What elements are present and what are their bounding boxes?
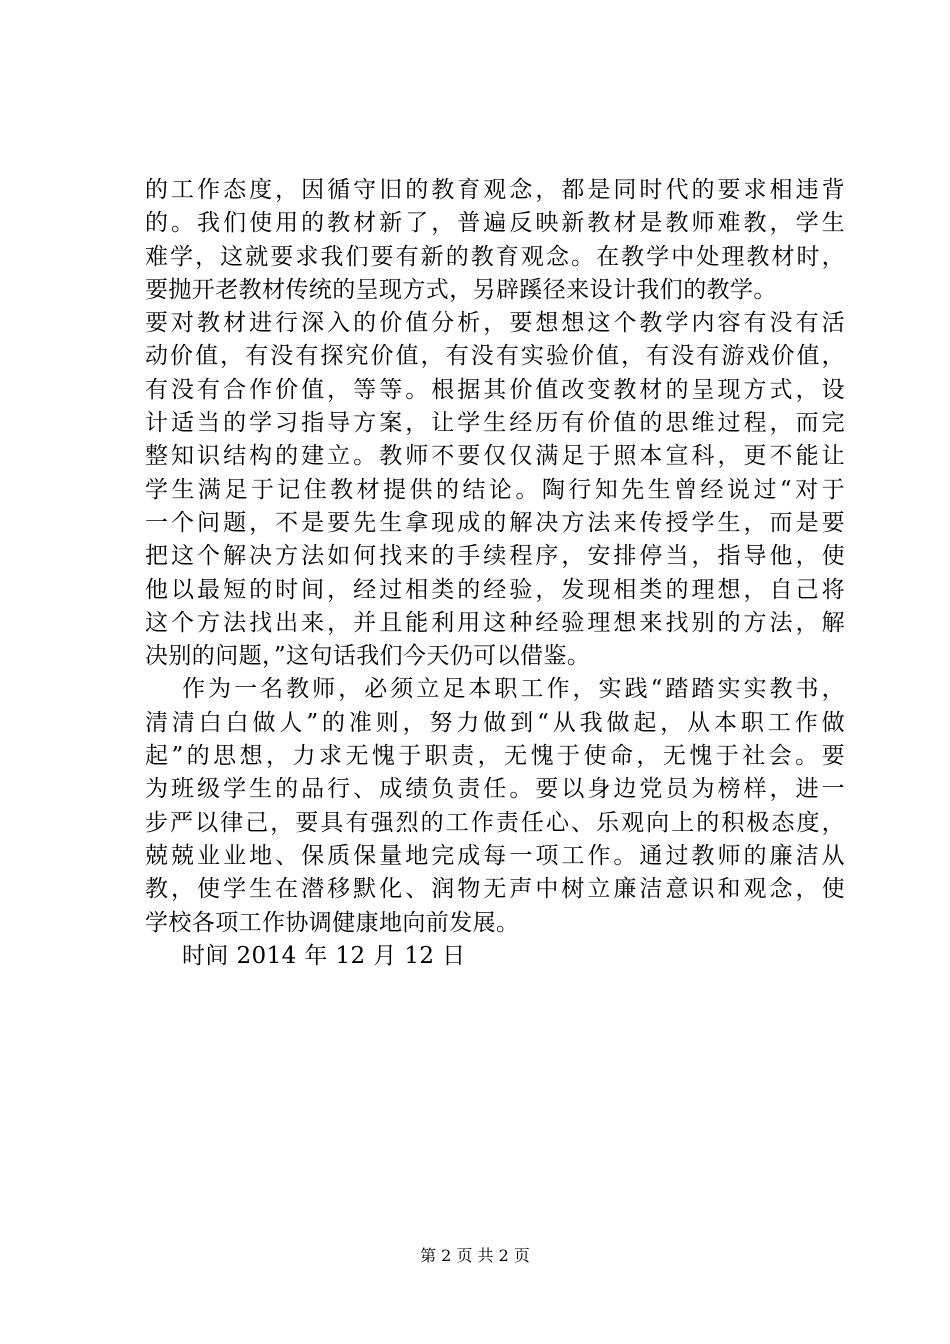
paragraph-1-line-14: 这个方法找出来，并且能利用这种经验理想来找别的方法，解 bbox=[145, 609, 845, 636]
paragraph-1-line-5: 要对教材进行深入的价值分析，要想想这个教学内容有没有活 bbox=[145, 310, 845, 337]
paragraph-2-line-1: 作为一名教师，必须立足本职工作，实践“踏踏实实教书， bbox=[182, 676, 845, 703]
paragraph-1-line-8: 计适当的学习指导方案，让学生经历有价值的思维过程，而完 bbox=[145, 410, 845, 437]
date-line: 时间 2014 年 12 月 12 日 bbox=[182, 942, 466, 969]
page-footer: 第 2 页 共 2 页 bbox=[420, 1246, 530, 1265]
paragraph-1-line-4: 要抛开老教材传统的呈现方式，另辟蹊径来设计我们的教学。 bbox=[145, 276, 777, 303]
paragraph-1-line-10: 学生满足于记住教材提供的结论。陶行知先生曾经说过“对于 bbox=[145, 476, 845, 503]
paragraph-1-line-6: 动价值，有没有探究价值，有没有实验价值，有没有游戏价值， bbox=[145, 343, 845, 370]
paragraph-2-line-5: 步严以律己，要具有强烈的工作责任心、乐观向上的积极态度， bbox=[145, 809, 845, 836]
paragraph-2-line-8: 学校各项工作协调健康地向前发展。 bbox=[145, 909, 520, 936]
paragraph-1-line-13: 他以最短的时间，经过相类的经验，发现相类的理想，自己将 bbox=[145, 576, 845, 603]
paragraph-1-line-3: 难学，这就要求我们要有新的教育观念。在教学中处理教材时， bbox=[145, 243, 845, 270]
paragraph-1-line-15: 决别的问题，”这句话我们今天仍可以借鉴。 bbox=[145, 643, 591, 670]
paragraph-1-line-2: 的。我们使用的教材新了，普遍反映新教材是教师难教，学生 bbox=[145, 210, 845, 237]
paragraph-1-line-1: 的工作态度，因循守旧的教育观念，都是同时代的要求相违背 bbox=[145, 177, 845, 203]
paragraph-2-line-4: 为班级学生的品行、成绩负责任。要以身边党员为榜样，进一 bbox=[145, 776, 845, 803]
paragraph-1-line-9: 整知识结构的建立。教师不要仅仅满足于照本宣科，更不能让 bbox=[145, 443, 845, 470]
paragraph-2-line-3: 起”的思想，力求无愧于职责，无愧于使命，无愧于社会。要 bbox=[145, 743, 845, 770]
paragraph-1-line-7: 有没有合作价值，等等。根据其价值改变教材的呈现方式，设 bbox=[145, 376, 845, 403]
body-text bbox=[145, 174, 845, 973]
paragraph-1-line-12: 把这个解决方法如何找来的手续程序，安排停当，指导他，使 bbox=[145, 543, 845, 570]
paragraph-2-line-2: 清清白白做人”的准则，努力做到“从我做起，从本职工作做 bbox=[145, 709, 845, 736]
paragraph-1-line-11: 一个问题，不是要先生拿现成的解决方法来传授学生，而是要 bbox=[145, 509, 845, 536]
paragraph-2-line-7: 教，使学生在潜移默化、润物无声中树立廉洁意识和观念，使 bbox=[145, 876, 845, 903]
paragraph-2-line-6: 兢兢业业地、保质保量地完成每一项工作。通过教师的廉洁从 bbox=[145, 842, 845, 869]
